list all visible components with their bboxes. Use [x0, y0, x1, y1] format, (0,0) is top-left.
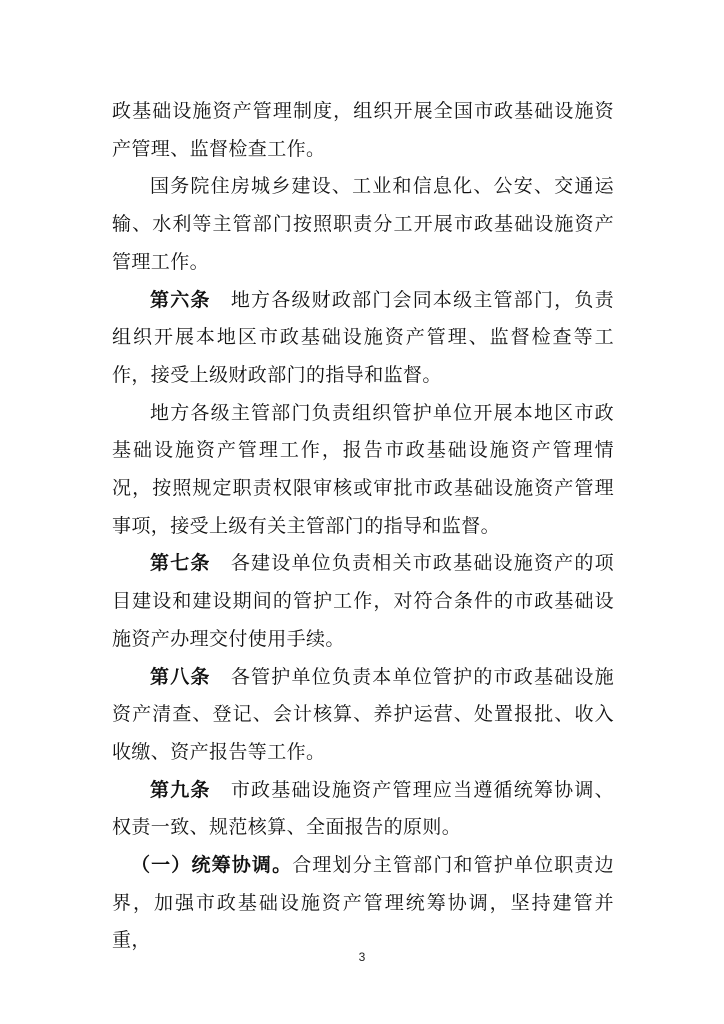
article-title: 第七条	[150, 552, 211, 575]
paragraph-text: 地方各级主管部门负责组织管护单位开展本地区市政基础设施资产管理工作，报告市政基础设施资产管理情况，按照规定职责权限审核或审批市政基础设施资产管理事项，接受上级有关主管部门的指导和监督。	[112, 401, 614, 537]
article-6	[112, 282, 614, 395]
clause-1	[112, 847, 614, 960]
article-text: 各建设单位负责相关市政基础设施资产的项目建设和建设期间的管护工作，对符合条件的市政基础设施资产办理交付使用手续。	[112, 552, 614, 650]
paragraph-1	[112, 93, 614, 168]
clause-text: 合理划分主管部门和管护单位职责边界，加强市政基础设施资产管理统筹协调，坚持建管并重，	[112, 854, 614, 952]
article-text: 市政基础设施资产管理应当遵循统筹协调、权责一致、规范核算、全面报告的原则。	[112, 778, 614, 839]
article-9	[112, 772, 614, 847]
article-title: 第六条	[150, 288, 211, 311]
document-body	[112, 93, 614, 960]
paragraph-text: 政基础设施资产管理制度，组织开展全国市政基础设施资产管理、监督检查工作。	[112, 100, 614, 160]
article-text: 各管护单位负责本单位管护的市政基础设施资产清查、登记、会计核算、养护运营、处置报批、收入收缴、资产报告等工作。	[112, 665, 614, 763]
article-7	[112, 545, 614, 658]
article-8	[112, 659, 614, 772]
paragraph-text: 国务院住房城乡建设、工业和信息化、公安、交通运输、水利等主管部门按照职责分工开展市政基础设施资产管理工作。	[112, 175, 614, 273]
article-title: 第八条	[150, 665, 211, 688]
paragraph-4	[112, 395, 614, 546]
page-number: 3	[358, 950, 366, 964]
article-title: 第九条	[150, 778, 211, 801]
article-text: 地方各级财政部门会同本级主管部门，负责组织开展本地区市政基础设施资产管理、监督检查等工作，接受上级财政部门的指导和监督。	[112, 288, 614, 386]
paragraph-2	[112, 168, 614, 281]
clause-title: （一）统筹协调。	[131, 854, 293, 877]
